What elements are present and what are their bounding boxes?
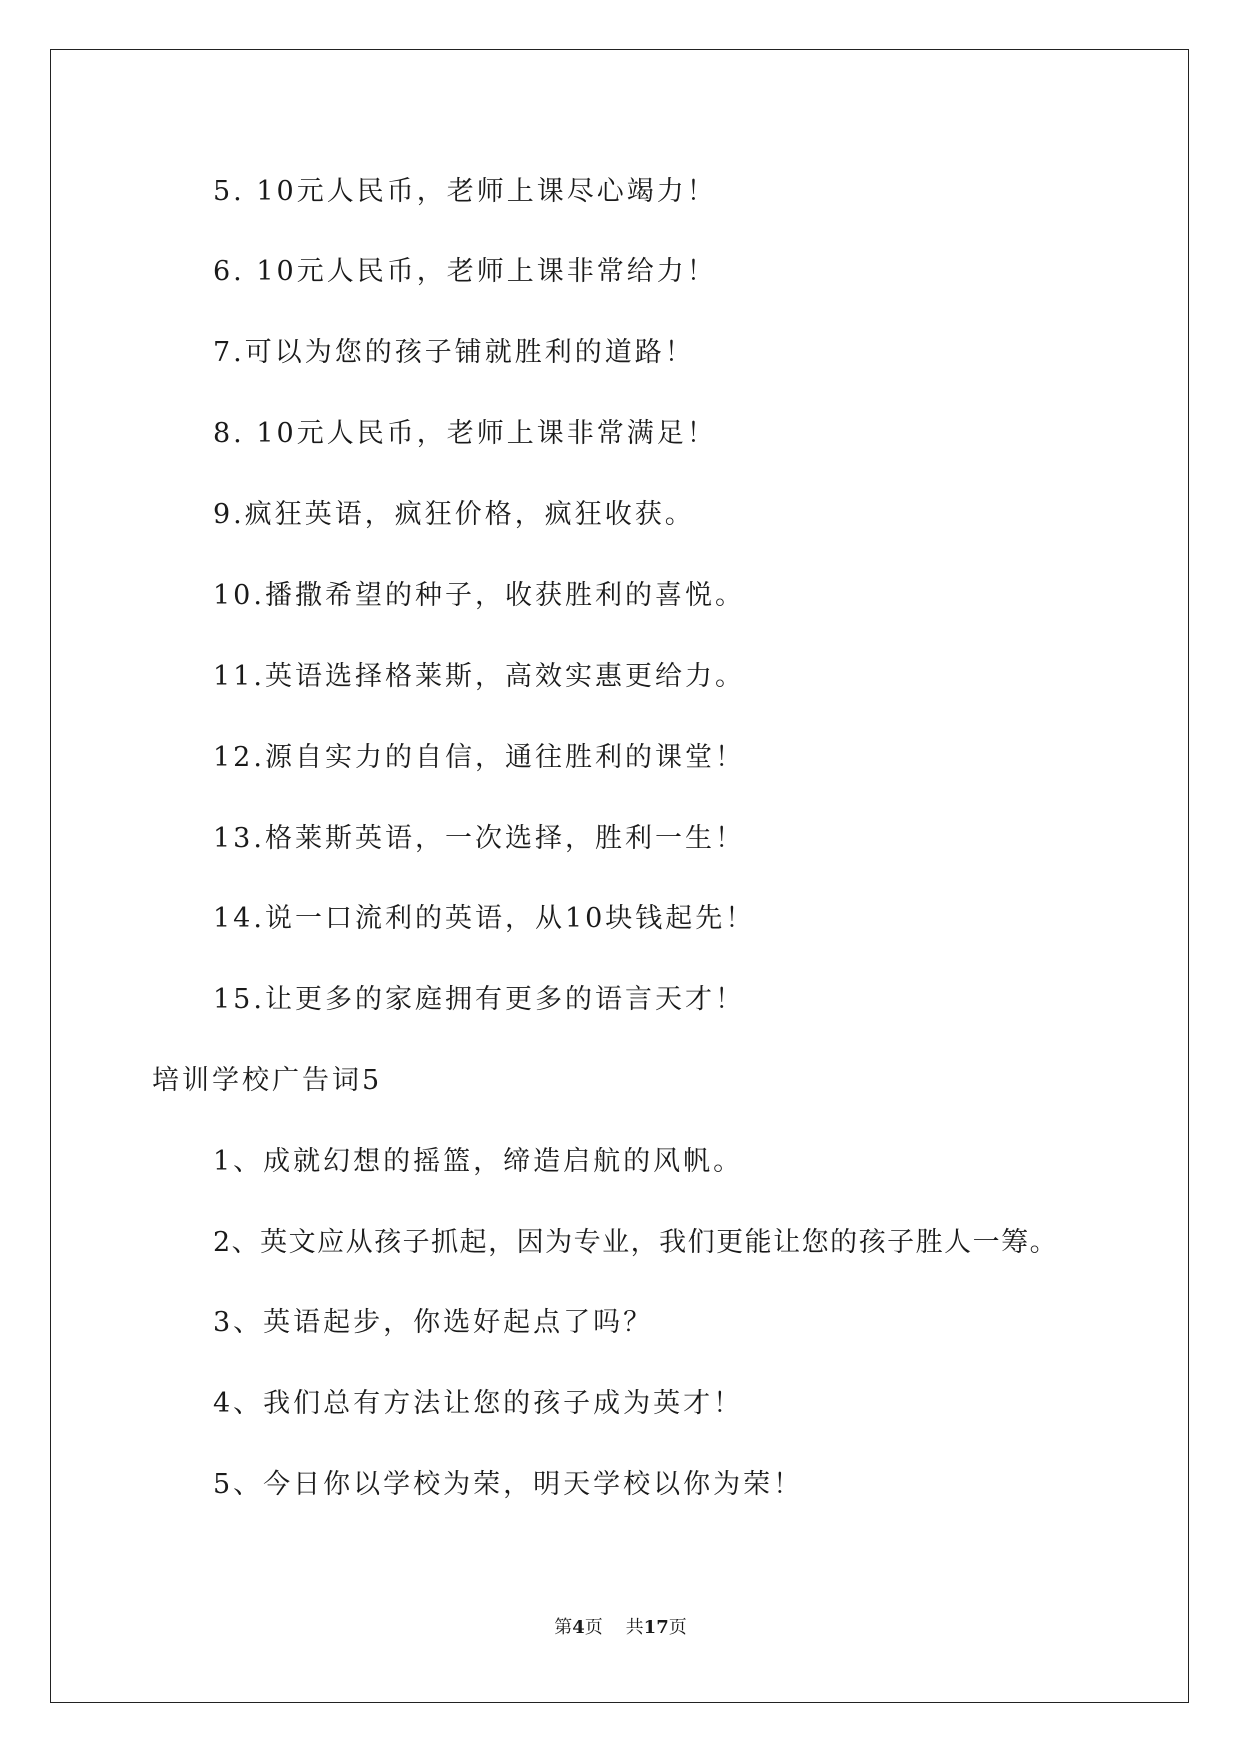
list-item: 13.格莱斯英语，一次选择，胜利一生！	[213, 823, 745, 854]
list-item: 2、英文应从孩子抓起，因为专业，我们更能让您的孩子胜人一筹。	[213, 1227, 1059, 1258]
footer-prefix: 第	[554, 1617, 573, 1638]
page-border	[50, 49, 1189, 1703]
list-item: 3、英语起步，你选好起点了吗？	[213, 1307, 654, 1338]
list-item: 12.源自实力的自信，通往胜利的课堂！	[213, 742, 745, 773]
footer-total-suffix: 页	[668, 1617, 687, 1638]
section-heading: 培训学校广告词5	[152, 1065, 383, 1096]
list-item: 8. 10元人民币，老师上课非常满足！	[213, 418, 717, 449]
current-page-number: 4	[572, 1617, 585, 1638]
list-item: 15.让更多的家庭拥有更多的语言天才！	[213, 984, 745, 1015]
list-item: 7.可以为您的孩子铺就胜利的道路！	[213, 337, 695, 368]
list-item: 4、我们总有方法让您的孩子成为英才！	[213, 1388, 744, 1419]
list-item: 5、今日你以学校为荣，明天学校以你为荣！	[213, 1469, 804, 1500]
total-pages-number: 17	[643, 1617, 669, 1638]
list-item: 6. 10元人民币，老师上课非常给力！	[213, 256, 717, 287]
list-item: 9.疯狂英语，疯狂价格，疯狂收获。	[213, 499, 695, 530]
footer-page-word: 页	[584, 1617, 603, 1638]
list-item: 10.播撒希望的种子，收获胜利的喜悦。	[213, 580, 745, 611]
list-item: 11.英语选择格莱斯，高效实惠更给力。	[213, 661, 745, 692]
footer-total-prefix: 共	[625, 1617, 644, 1638]
page-footer	[0, 1616, 1241, 1640]
list-item: 1、成就幻想的摇篮，缔造启航的风帆。	[213, 1146, 744, 1177]
list-item: 14.说一口流利的英语，从10块钱起先！	[213, 903, 756, 934]
list-item: 5. 10元人民币，老师上课尽心竭力！	[213, 176, 717, 207]
